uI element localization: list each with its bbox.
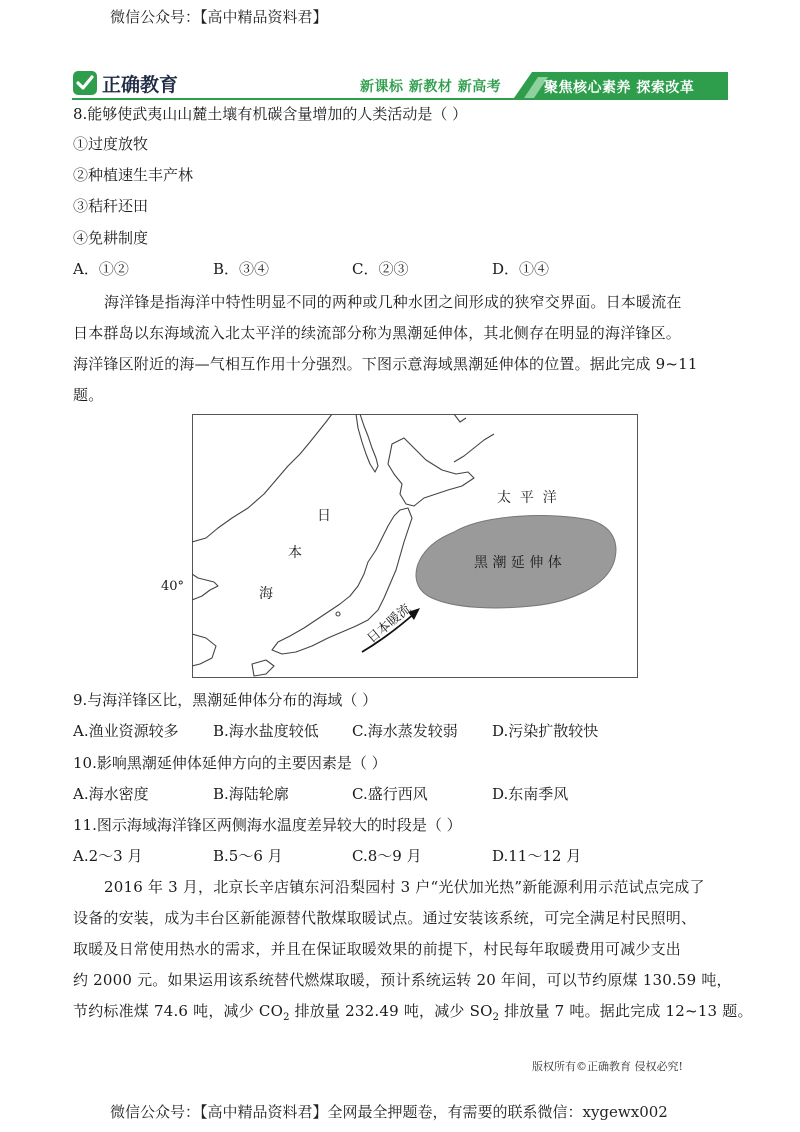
q8-item-2: ②种植速生丰产林 bbox=[73, 166, 194, 184]
passage2-line-5-c: 排放量 7 吨。据此完成 12~13 题。 bbox=[499, 1002, 753, 1020]
q11-option-a: A.2～3 月 bbox=[73, 847, 143, 865]
q10-option-c: C.盛行西风 bbox=[352, 785, 428, 803]
q8-stem: 8.能够使武夷山山麓土壤有机碳含量增加的人类活动是（ ） bbox=[73, 105, 468, 123]
q11-option-b: B.5～6 月 bbox=[213, 847, 283, 865]
japan-current-label: 日本暖流 bbox=[364, 601, 415, 647]
pacific-ocean-label: 太 平 洋 bbox=[497, 490, 557, 506]
q9-stem: 9.与海洋锋区比，黑潮延伸体分布的海域（ ） bbox=[73, 691, 378, 709]
q11-stem: 11.图示海域海洋锋区两侧海水温度差异较大的时段是（ ） bbox=[73, 816, 462, 834]
sea-label-1: 日 bbox=[317, 508, 331, 524]
header-slogan-right: 聚焦核心素养 探索改革 bbox=[544, 80, 695, 96]
copyright-notice: 版权所有©正确教育 侵权必究! bbox=[532, 1060, 683, 1073]
q8-item-1: ①过度放牧 bbox=[73, 135, 149, 153]
q11-option-c: C.8～9 月 bbox=[352, 847, 422, 865]
header-divider bbox=[72, 98, 728, 100]
kuroshio-extension-label: 黑 潮 延 伸 体 bbox=[474, 555, 562, 571]
sea-label-3: 海 bbox=[259, 586, 273, 602]
sea-label-2: 本 bbox=[288, 545, 302, 561]
passage2-line-5-b: 排放量 232.49 吨，减少 SO bbox=[289, 1002, 493, 1020]
passage1-line-3: 海洋锋区附近的海—气相互作用十分强烈。下图示意海域黑潮延伸体的位置。据此完成 9~11 bbox=[73, 355, 698, 373]
passage2-line-1: 2016 年 3 月，北京长辛店镇东河沿梨园村 3 户“光伏加光热”新能源利用示范试点完成了 bbox=[104, 878, 705, 896]
page-header bbox=[72, 68, 728, 100]
latitude-label: 40° bbox=[161, 579, 185, 594]
q10-option-b: B.海陆轮廓 bbox=[213, 785, 289, 803]
passage2-line-5 bbox=[73, 1001, 753, 1028]
q10-stem: 10.影响黑潮延伸体延伸方向的主要因素是（ ） bbox=[73, 754, 387, 772]
q8-option-d: D．①④ bbox=[492, 260, 550, 278]
passage2-line-4: 约 2000 元。如果运用该系统替代燃煤取暖，预计系统运转 20 年间，可以节约原煤 130.59 吨， bbox=[73, 971, 732, 989]
q8-option-c: C．②③ bbox=[352, 260, 409, 278]
brand-name: 正确教育 bbox=[102, 74, 179, 96]
q11-option-d: D.11～12 月 bbox=[492, 847, 582, 865]
q8-item-3: ③秸秆还田 bbox=[73, 197, 149, 215]
kuroshio-extension-map bbox=[192, 414, 638, 678]
bottom-banner: 微信公众号：【高中精品资料君】全网最全押题卷，有需要的联系微信：xygewx002 bbox=[110, 1103, 668, 1121]
q8-option-b: B．③④ bbox=[213, 260, 270, 278]
q9-option-d: D.污染扩散较快 bbox=[492, 722, 599, 740]
so2-subscript: 2 bbox=[492, 1012, 500, 1023]
q9-option-b: B.海水盐度较低 bbox=[213, 722, 319, 740]
passage2-line-2: 设备的安装，成为丰台区新能源替代散煤取暖试点。通过安装该系统，可完全满足村民照明、 bbox=[73, 909, 697, 927]
passage1-line-4: 题。 bbox=[73, 386, 104, 404]
q9-option-a: A.渔业资源较多 bbox=[73, 722, 179, 740]
checkmark-logo-icon bbox=[72, 70, 98, 96]
passage1-line-2: 日本群岛以东海域流入北太平洋的续流部分称为黑潮延伸体，其北侧存在明显的海洋锋区。 bbox=[73, 324, 682, 342]
co2-subscript: 2 bbox=[283, 1012, 290, 1023]
q9-option-c: C.海水蒸发较弱 bbox=[352, 722, 458, 740]
top-banner: 微信公众号：【高中精品资料君】 bbox=[110, 8, 328, 26]
q10-option-a: A.海水密度 bbox=[73, 785, 149, 803]
header-slogan-left: 新课标 新教材 新高考 bbox=[360, 79, 502, 95]
q8-item-4: ④免耕制度 bbox=[73, 229, 149, 247]
q10-option-d: D.东南季风 bbox=[492, 785, 569, 803]
passage2-line-5-a: 节约标准煤 74.6 吨，减少 CO bbox=[73, 1002, 284, 1020]
passage1-line-1: 海洋锋是指海洋中特性明显不同的两种或几种水团之间形成的狭窄交界面。日本暖流在 bbox=[104, 293, 682, 311]
passage2-line-3: 取暖及日常使用热水的需求，并且在保证取暖效果的前提下，村民每年取暖费用可减少支出 bbox=[73, 940, 682, 958]
q8-option-a: A．①② bbox=[73, 260, 129, 278]
